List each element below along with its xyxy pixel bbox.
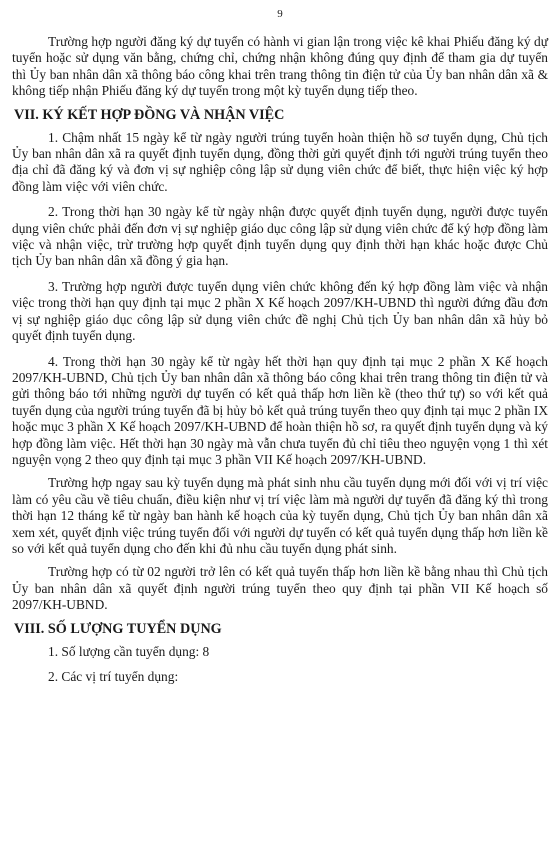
section-8-item-2: 2. Các vị trí tuyển dụng: <box>48 669 179 684</box>
section-8-item-1: 1. Số lượng cần tuyển dụng: 8 <box>48 643 210 659</box>
section-7-paragraph-6: Trường hợp có từ 02 người trở lên có kết quả tuyển thấp hơn liền kề bằng nhau thì Chủ tịch Ủy ban nhân dân xã quyết định người trúng tuyển theo quy định tại phần VII Kế hoạch số 2097/KH-UBND. <box>12 564 548 613</box>
intro-paragraph: Trường hợp người đăng ký dự tuyển có hành vi gian lận trong việc kê khai Phiếu đăng ký dự tuyển hoặc sử dụng văn bằng, chứng chỉ, chứng nhận không đúng quy định để tham gia dự tuyển thì Ủy ban nhân dân xã thông báo công khai trên trang thông tin điện tử của Ủy ban nhân dân xã & không tiếp nhận Phiếu đăng ký dự tuyển trong một kỳ tuyển dụng tiếp theo. <box>12 34 548 99</box>
section-7-paragraph-1: 1. Chậm nhất 15 ngày kể từ ngày người trúng tuyển hoàn thiện hồ sơ tuyển dụng, Chủ tịch Ủy ban nhân dân xã ra quyết định tuyển dụng, đồng thời gửi quyết định tới người trúng tuyển theo địa chỉ đã đăng ký và đơn vị sự nghiệp công lập sử dụng viên chức để biết, thực hiện việc ký hợp đồng làm việc với viên chức. <box>12 129 548 194</box>
section-7-paragraph-2: 2. Trong thời hạn 30 ngày kể từ ngày nhận được quyết định tuyển dụng, người được tuyển dụng viên chức phải đến đơn vị sự nghiệp giáo dục công lập sử dụng viên chức để ký hợp đồng làm việc và nhận việc, trừ trường hợp quyết định tuyển dụng quy định thời hạn khác hoặc được Chủ tịch Ủy ban nhân dân xã đồng ý gia hạn. <box>12 204 548 269</box>
section-7-heading: VII. KÝ KẾT HỢP ĐỒNG VÀ NHẬN VIỆC <box>14 106 285 123</box>
section-8-heading: VIII. SỐ LƯỢNG TUYỂN DỤNG <box>14 620 222 637</box>
section-7-paragraph-3: 3. Trường hợp người được tuyển dụng viên chức không đến ký hợp đồng làm việc và nhận việc trong thời hạn quy định tại mục 2 phần X Kế hoạch 2097/KH-UBND thì người đứng đầu đơn vị sự nghiệp giáo dục công lập sử dụng viên chức đề nghị Chủ tịch Ủy ban nhân dân xã hủy bỏ quyết định tuyển dụng. <box>12 278 548 344</box>
page-number: 9 <box>277 8 283 20</box>
section-7-paragraph-4: 4. Trong thời hạn 30 ngày kể từ ngày hết thời hạn quy định tại mục 2 phần X Kế hoạch 2097/KH-UBND, Chủ tịch Ủy ban nhân dân xã thông báo công khai trên trang thông tin điện tử và gửi thông báo tới những người dự tuyển có kết quả thấp hơn liền kề (theo thứ tự) so với kết quả tuyển dụng của người trúng tuyển đã bị hủy bỏ kết quả trúng tuyển theo quy định tại mục 2 phần IX hoặc mục 3 phần X Kế hoạch 2097/KH-UBND để hoàn thiện hồ sơ, ra quyết định tuyển dụng và ký hợp đồng làm việc. Hết thời hạn 30 ngày mà vẫn chưa tuyển đủ chỉ tiêu theo nguyện vọng 1 thì xét nguyện vọng 2 theo quy định tại mục 3 phần VII Kế hoạch 2097/KH-UBND. <box>12 353 548 467</box>
section-7-paragraph-5: Trường hợp ngay sau kỳ tuyển dụng mà phát sinh nhu cầu tuyển dụng mới đối với vị trí việc làm có yêu cầu về tiêu chuẩn, điều kiện như vị trí việc làm mà người dự tuyển đã đăng ký thì trong thời hạn 12 tháng kể từ ngày ban hành kế hoạch của kỳ tuyển dụng, Chủ tịch Ủy ban nhân dân xã xem xét, quyết định việc trúng tuyển đối với người dự tuyển có kết quả tuyển dụng thấp hơn liền kề so với kết quả tuyển dụng cho đến khi đủ nhu cầu tuyển dụng phát sinh. <box>12 475 548 556</box>
